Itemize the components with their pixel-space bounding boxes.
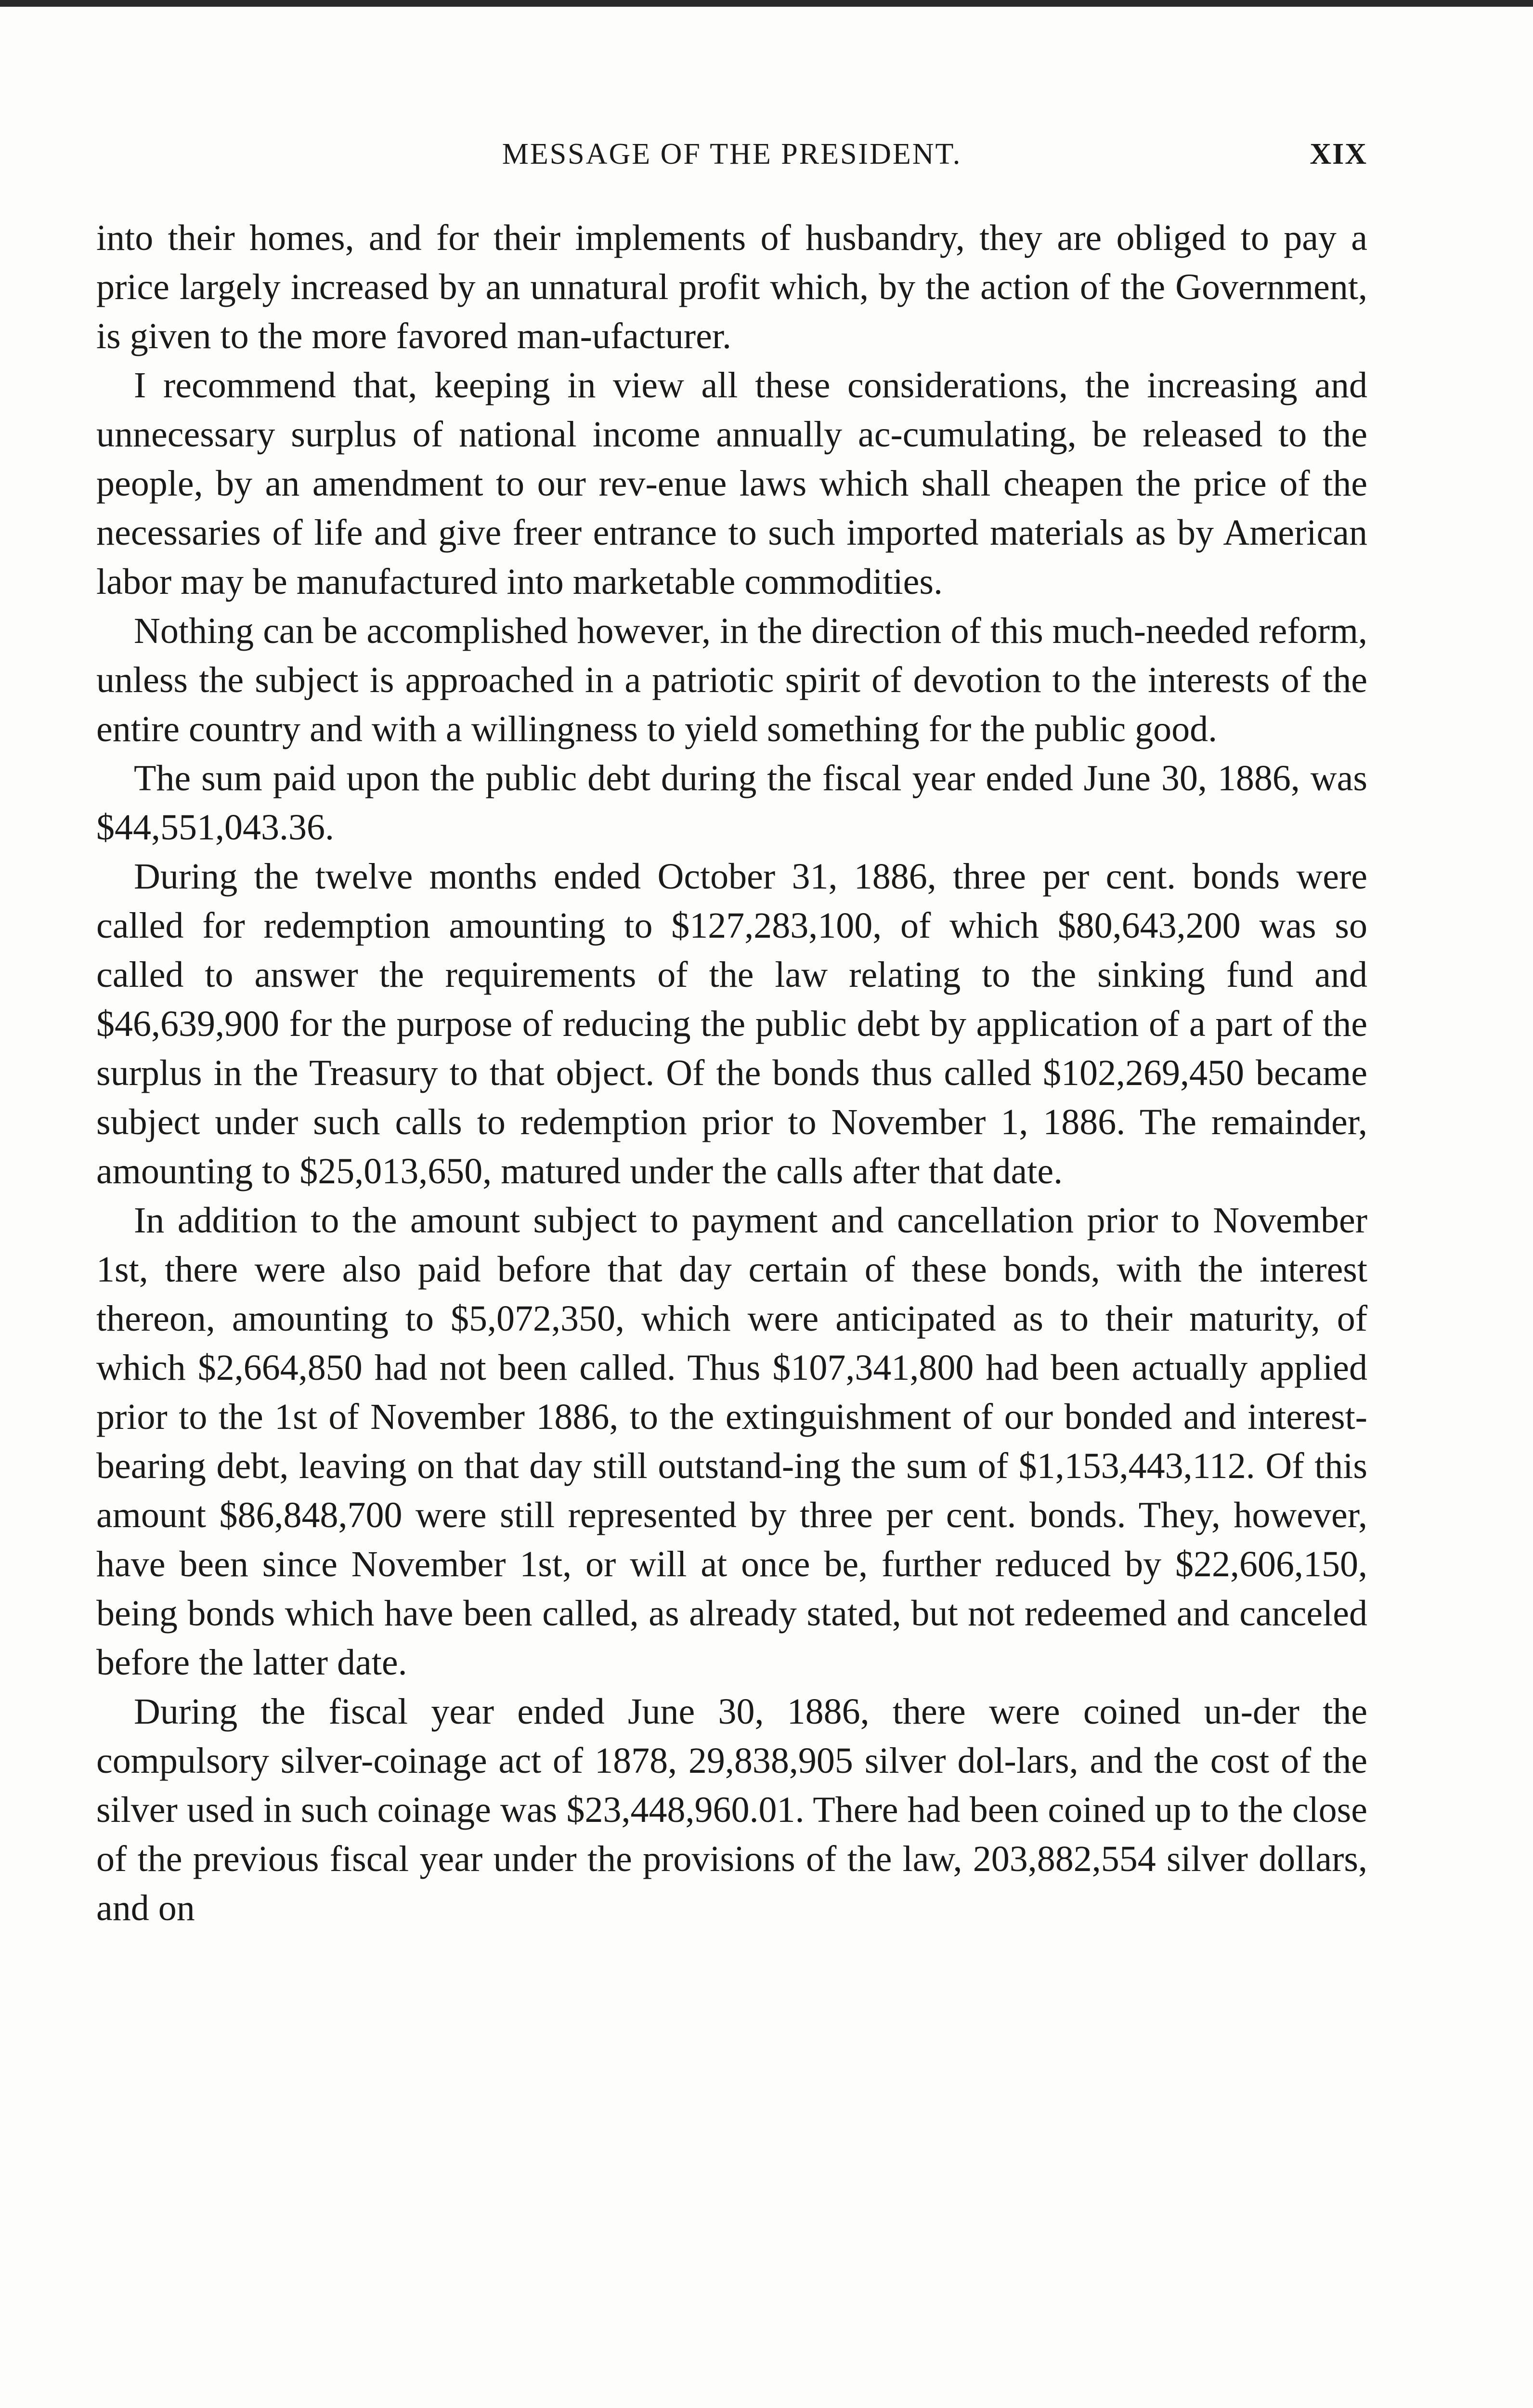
paragraph: Nothing can be accomplished however, in the direction of this much-needed reform, unless the subject is approached in a patriotic spirit of devotion to the interests of the entire country and with a willingness to yield something for the public good.: [96, 611, 1367, 749]
paragraph: The sum paid upon the public debt during the fiscal year ended June 30, 1886, was $44,551,043.36.: [96, 758, 1367, 848]
page-number: XIX: [1310, 138, 1367, 170]
paragraph: During the fiscal year ended June 30, 1886, there were coined un-der the compulsory silver-coinage act of 1878, 29,838,905 silver dol-lars, and the cost of the silver used in such coinage was $23,448,960.01. There had been coined up to the close of the previous fiscal year under the provisions of the law, 203,882,554 silver dollars, and on: [96, 1691, 1367, 1928]
page-top-rule: [0, 0, 1533, 7]
document-page: [96, 137, 1367, 1933]
paragraph: I recommend that, keeping in view all these considerations, the increasing and unnecessary surplus of national income annually ac-cumulating, be released to the people, by an amendment to our rev-enue laws which shall cheapen the price of the necessaries of life and give freer entrance to such imported materials as by American labor may be manufactured into marketable commodities.: [96, 365, 1367, 602]
running-title: MESSAGE OF THE PRESIDENT.: [502, 138, 962, 170]
paragraph: During the twelve months ended October 31, 1886, three per cent. bonds were called for redemption amounting to $127,283,100, of which $80,643,200 was so called to answer the requirements of the law relating to the sinking fund and $46,639,900 for the purpose of reducing the public debt by application of a part of the surplus in the Treasury to that object. Of the bonds thus called $102,269,450 became subject under such calls to redemption prior to November 1, 1886. The remainder, amounting to $25,013,650, matured under the calls after that date.: [96, 856, 1367, 1191]
paragraph-continued: into their homes, and for their implements of husbandry, they are obliged to pay a price largely increased by an unnatural profit which, by the action of the Government, is given to the more favored man-ufacturer.: [96, 218, 1367, 356]
running-head: [96, 137, 1367, 185]
paragraph: In addition to the amount subject to payment and cancellation prior to November 1st, there were also paid before that day certain of these bonds, with the interest thereon, amounting to $5,072,350, which were anticipated as to their maturity, of which $2,664,850 had not been called. Thus $107,341,800 had been actually applied prior to the 1st of November 1886, to the extinguishment of our bonded and interest-bearing debt, leaving on that day still outstand-ing the sum of $1,153,443,112. Of this amount $86,848,700 were still represented by three per cent. bonds. They, however, have been since November 1st, or will at once be, further reduced by $22,606,150, being bonds which have been called, as already stated, but not redeemed and canceled before the latter date.: [96, 1200, 1367, 1683]
body-text: [96, 213, 1367, 1933]
